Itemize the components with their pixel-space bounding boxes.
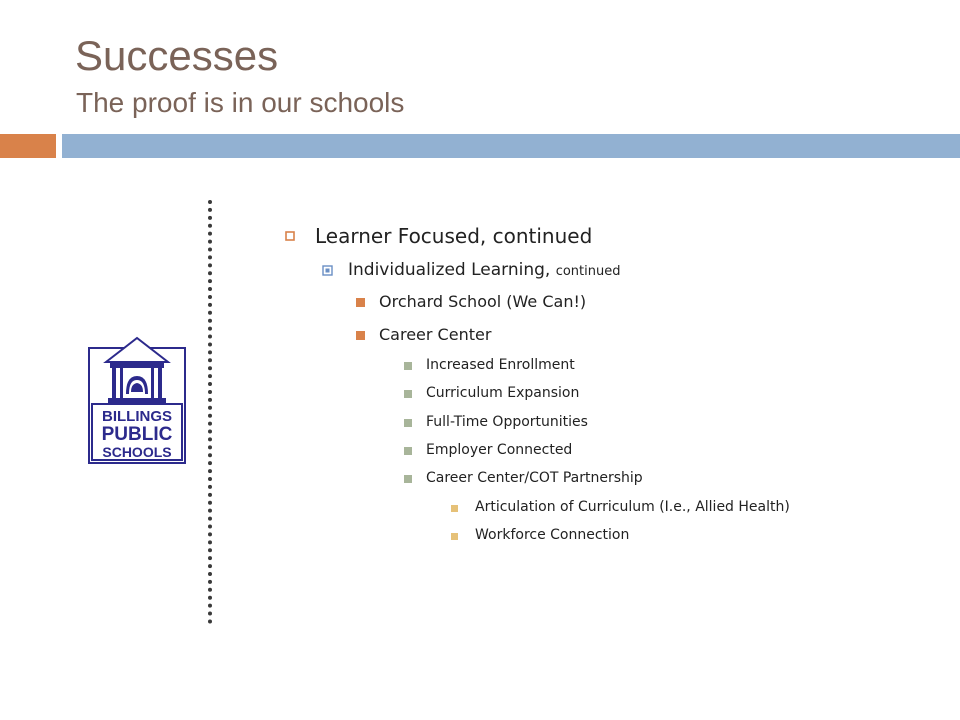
square-bullet-icon: [451, 533, 458, 540]
bullet-articulation-curriculum: Articulation of Curriculum (I.e., Allied Health): [475, 499, 790, 515]
bullet-career-center: Career Center: [379, 325, 492, 344]
square-bullet-icon: [356, 298, 365, 307]
bullet-individualized-learning-label: Individualized Learning,: [348, 260, 556, 280]
square-bullet-icon: [404, 362, 412, 370]
bullet-individualized-continued: continued: [555, 264, 621, 279]
square-bullet-icon: [356, 331, 365, 340]
bullet-increased-enrollment: Increased Enrollment: [426, 357, 575, 373]
bullet-workforce-connection: Workforce Connection: [475, 527, 630, 543]
logo-text-public: PUBLIC: [101, 424, 173, 445]
square-bullet-icon: [451, 505, 458, 512]
accent-bar-blue: [62, 134, 960, 158]
square-bullet-icon: [404, 390, 412, 398]
bullet-employer-connected: Employer Connected: [426, 442, 573, 458]
logo-text-billings: BILLINGS: [102, 408, 172, 425]
bullet-full-time-opportunities: Full-Time Opportunities: [426, 414, 588, 430]
dotted-divider: [208, 200, 212, 624]
bullet-orchard-school: Orchard School (We Can!): [379, 292, 587, 311]
bullet-curriculum-expansion: Curriculum Expansion: [426, 385, 580, 401]
square-bullet-icon: [404, 475, 412, 483]
square-bullet-icon: [404, 447, 412, 455]
bullet-learner-focused: Learner Focused, continued: [315, 224, 593, 248]
slide-subtitle: The proof is in our schools: [76, 87, 405, 118]
hollow-square-bullet-icon: [285, 231, 295, 241]
framed-square-bullet-icon: [322, 265, 333, 276]
billings-public-schools-logo: [88, 336, 186, 464]
logo-text-schools: SCHOOLS: [102, 444, 172, 460]
accent-bar-orange: [0, 134, 56, 158]
square-bullet-icon: [404, 419, 412, 427]
bullet-individualized-learning: [348, 260, 620, 280]
bullet-career-center-cot: Career Center/COT Partnership: [426, 470, 643, 486]
slide-title: Successes: [75, 32, 279, 79]
